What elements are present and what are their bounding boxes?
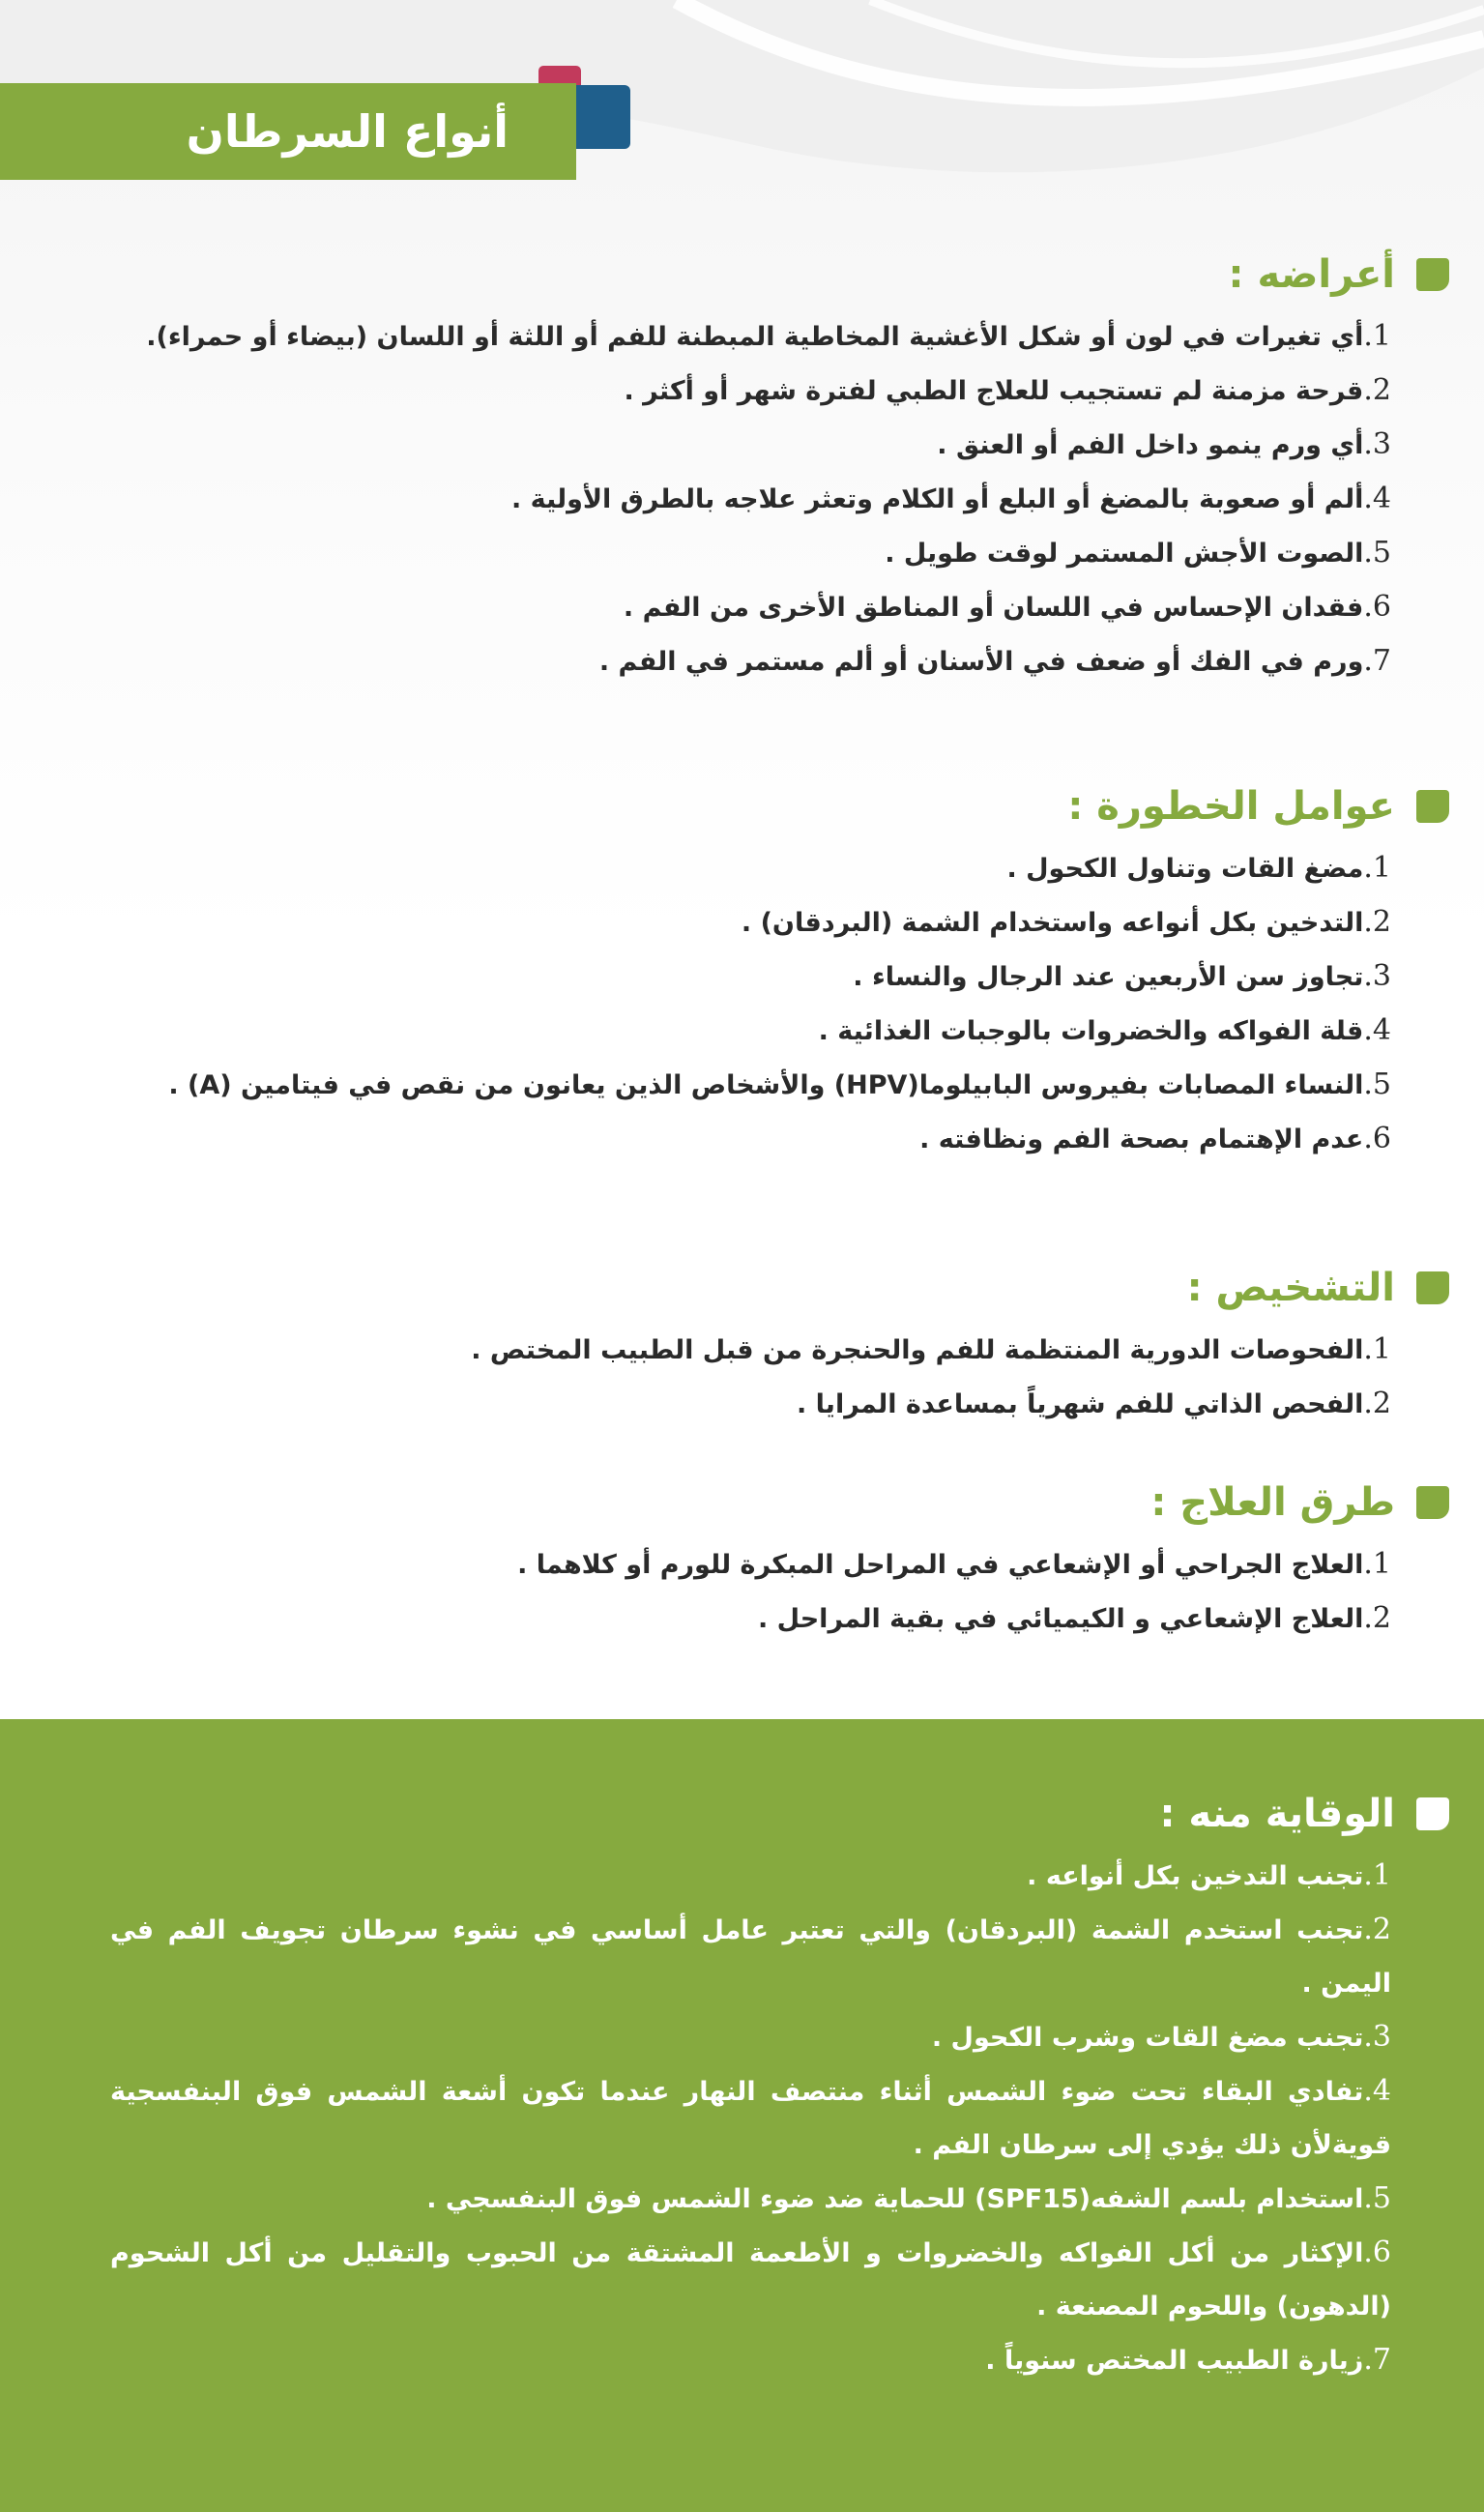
list-item: 1.مضغ القات وتناول الكحول . (1006, 851, 1391, 885)
prevention-section (110, 1783, 1395, 2387)
list-item: 5.الصوت الأجش المستمر لوقت طويل . (885, 536, 1391, 570)
list-item: 6.فقدان الإحساس في اللسان أو المناطق الأخرى من الفم . (623, 590, 1391, 624)
list-item: 3.تجاوز سن الأربعين عند الرجال والنساء . (853, 959, 1391, 993)
list-item: 3.أي ورم ينمو داخل الفم أو العنق . (937, 427, 1391, 461)
heading-bullet-icon (1416, 1271, 1449, 1304)
list-item: 1.تجنب التدخين بكل أنواعه . (1027, 1858, 1391, 1892)
title-banner (0, 83, 576, 180)
list-item: 1.أي تغيرات في لون أو شكل الأغشية المخاطية المبطنة للفم أو اللثة أو اللسان (بيضاء أو حمراء). (146, 319, 1391, 353)
section-heading: عوامل الخطورة : (110, 775, 1449, 837)
section-heading: أعراضه : (110, 244, 1449, 306)
list-item: 4.ألم أو صعوبة بالمضغ أو البلع أو الكلام وتعثر علاجه بالطرق الأولية . (510, 482, 1391, 515)
list-item: 6.الإكثار من أكل الفواكه والخضروات و الأطعمة المشتقة من الحبوب والتقليل من أكل الشحوم (الدهون) واللحوم المصنعة . (110, 2235, 1391, 2322)
list-item: 5.النساء المصابات بفيروس البابيلوما(HPV) والأشخاص الذين يعانون من نقص في فيتامين (A) . (168, 1067, 1391, 1101)
list-item: 2.التدخين بكل أنواعه واستخدام الشمة (البردقان) . (741, 905, 1391, 939)
list-item: 5.استخدام بلسم الشفه(SPF15) للحماية ضد ضوء الشمس فوق البنفسجي . (426, 2181, 1391, 2215)
list-item: 6.عدم الإهتمام بصحة الفم ونظافته . (919, 1122, 1391, 1155)
list-item: 7.زيارة الطبيب المختص سنوياً . (985, 2343, 1391, 2377)
list-item: 2.الفحص الذاتي للفم شهرياً بمساعدة المرايا . (797, 1387, 1391, 1420)
heading-bullet-icon (1416, 1486, 1449, 1519)
symptoms-section (110, 244, 1395, 688)
diagnosis-section (110, 1257, 1395, 1431)
section-heading: التشخيص : (110, 1257, 1449, 1319)
list-item: 2.قرحة مزمنة لم تستجيب للعلاج الطبي لفترة شهر أو أكثر . (624, 373, 1391, 407)
list-item: 1.العلاج الجراحي أو الإشعاعي في المراحل المبكرة للورم أو كلاهما . (517, 1547, 1391, 1581)
prevention-panel (0, 1719, 1484, 2512)
section-heading: الوقاية منه : (110, 1783, 1449, 1845)
heading-bullet-icon (1416, 1797, 1449, 1830)
list-item: 2.تجنب استخدم الشمة (البردقان) والتي تعتبر عامل أساسي في نشوء سرطان تجويف الفم في اليمن . (110, 1913, 1391, 1999)
treatment-section (110, 1472, 1395, 1646)
list-item: 2.العلاج الإشعاعي و الكيميائي في بقية المراحل . (757, 1601, 1391, 1635)
list-item: 4.قلة الفواكه والخضروات بالوجبات الغذائية . (818, 1013, 1391, 1047)
heading-bullet-icon (1416, 790, 1449, 823)
list-item: 4.تفادي البقاء تحت ضوء الشمس أثناء منتصف النهار عندما تكون أشعة الشمس فوق البنفسجية قويةلأن ذلك يؤدي إلى سرطان الفم . (110, 2074, 1391, 2160)
section-heading: طرق العلاج : (110, 1472, 1449, 1533)
page-title: أنواع السرطان (186, 105, 509, 158)
list-item: 1.الفحوصات الدورية المنتظمة للفم والحنجرة من قبل الطبيب المختص . (471, 1332, 1391, 1366)
list-item: 3.تجنب مضغ القات وشرب الكحول . (931, 2020, 1391, 2054)
risk-factors-section (110, 775, 1395, 1166)
heading-bullet-icon (1416, 258, 1449, 291)
list-item: 7.ورم في الفك أو ضعف في الأسنان أو ألم مستمر في الفم . (598, 644, 1391, 678)
